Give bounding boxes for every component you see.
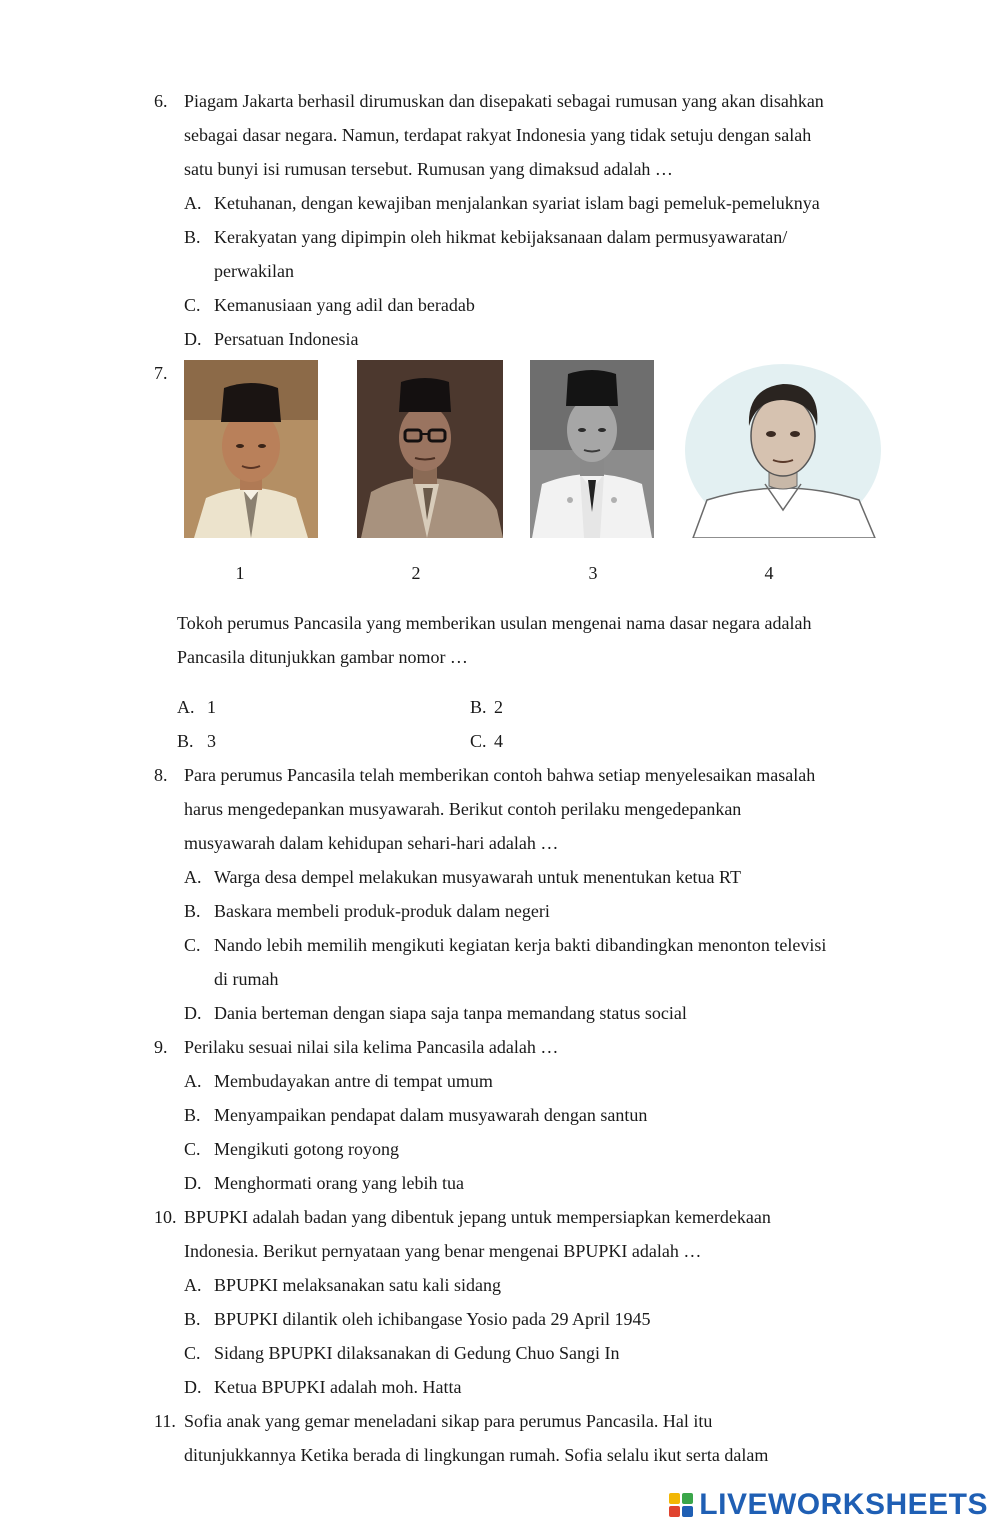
q6-option-d-letter[interactable]: D. (184, 329, 202, 349)
portrait-4-caption: 4 (764, 563, 774, 583)
question-8-stem-line: harus mengedepankan musyawarah. Berikut contoh perilaku mengedepankan (184, 799, 742, 819)
q7-option-d-letter[interactable]: C. (470, 731, 487, 751)
question-11-number: 11. (154, 1411, 176, 1431)
q10-option-b-letter[interactable]: B. (184, 1309, 201, 1329)
q9-option-b-letter[interactable]: B. (184, 1105, 201, 1125)
q7-option-c-letter[interactable]: B. (177, 731, 194, 751)
q6-option-c-letter[interactable]: C. (184, 295, 201, 315)
question-11-stem-line: ditunjukkannya Ketika berada di lingkungan rumah. Sofia selalu ikut serta dalam (184, 1445, 769, 1465)
q9-option-c-letter[interactable]: C. (184, 1139, 201, 1159)
liveworksheets-icon (669, 1493, 693, 1517)
portrait-3-image (530, 360, 654, 538)
question-10-stem-line: Indonesia. Berikut pernyataan yang benar mengenai BPUPKI adalah … (184, 1241, 702, 1261)
q7-option-c-text[interactable]: 3 (207, 731, 216, 751)
question-10-stem-line: BPUPKI adalah badan yang dibentuk jepang untuk mempersiapkan kemerdekaan (184, 1207, 771, 1227)
q8-option-c-letter[interactable]: C. (184, 935, 201, 955)
question-6-number: 6. (154, 91, 168, 111)
q10-option-a-letter[interactable]: A. (184, 1275, 202, 1295)
q9-option-b-text[interactable]: Menyampaikan pendapat dalam musyawarah dengan santun (214, 1105, 648, 1125)
q8-option-d-letter[interactable]: D. (184, 1003, 202, 1023)
q9-option-d-text[interactable]: Menghormati orang yang lebih tua (214, 1173, 464, 1193)
q7-option-d-text[interactable]: 4 (494, 731, 503, 751)
q8-option-a-text[interactable]: Warga desa dempel melakukan musyawarah untuk menentukan ketua RT (214, 867, 741, 887)
q7-option-b-text[interactable]: 2 (494, 697, 503, 717)
question-9-stem-line: Perilaku sesuai nilai sila kelima Pancasila adalah … (184, 1037, 559, 1057)
portrait-1-image (184, 360, 318, 538)
question-8-stem-line: Para perumus Pancasila telah memberikan contoh bahwa setiap menyelesaikan masalah (184, 765, 816, 785)
q10-option-d-letter[interactable]: D. (184, 1377, 202, 1397)
liveworksheets-logo[interactable] (669, 1488, 988, 1522)
q8-option-d-text[interactable]: Dania berteman dengan siapa saja tanpa memandang status social (214, 1003, 687, 1023)
question-10-number: 10. (154, 1207, 177, 1227)
q7-option-a-text[interactable]: 1 (207, 697, 216, 717)
q9-option-d-letter[interactable]: D. (184, 1173, 202, 1193)
q6-option-a-letter[interactable]: A. (184, 193, 202, 213)
portrait-2-image (357, 360, 503, 538)
q7-option-a-letter[interactable]: A. (177, 697, 195, 717)
question-8-number: 8. (154, 765, 168, 785)
portrait-4-image (683, 360, 888, 538)
q8-option-c-text[interactable]: Nando lebih memilih mengikuti kegiatan kerja bakti dibandingkan menonton televisi (214, 935, 827, 955)
q6-option-b-letter[interactable]: B. (184, 227, 201, 247)
q10-option-c-text[interactable]: Sidang BPUPKI dilaksanakan di Gedung Chuo Sangi In (214, 1343, 620, 1363)
q9-option-a-letter[interactable]: A. (184, 1071, 202, 1091)
q10-option-b-text[interactable]: BPUPKI dilantik oleh ichibangase Yosio pada 29 April 1945 (214, 1309, 651, 1329)
q6-option-a-text[interactable]: Ketuhanan, dengan kewajiban menjalankan syariat islam bagi pemeluk-pemeluknya (214, 193, 820, 213)
q10-option-a-text[interactable]: BPUPKI melaksanakan satu kali sidang (214, 1275, 501, 1295)
question-8-stem-line: musyawarah dalam kehidupan sehari-hari adalah … (184, 833, 559, 853)
q8-option-c-text-cont[interactable]: di rumah (214, 969, 279, 989)
q9-option-a-text[interactable]: Membudayakan antre di tempat umum (214, 1071, 493, 1091)
question-6-stem-line: sebagai dasar negara. Namun, terdapat rakyat Indonesia yang tidak setuju dengan salah (184, 125, 812, 145)
q6-option-d-text[interactable]: Persatuan Indonesia (214, 329, 359, 349)
q6-option-c-text[interactable]: Kemanusiaan yang adil dan beradab (214, 295, 475, 315)
q8-option-a-letter[interactable]: A. (184, 867, 202, 887)
q10-option-d-text[interactable]: Ketua BPUPKI adalah moh. Hatta (214, 1377, 462, 1397)
question-6-stem-line: satu bunyi isi rumusan tersebut. Rumusan yang dimaksud adalah … (184, 159, 673, 179)
q8-option-b-letter[interactable]: B. (184, 901, 201, 921)
question-7-number: 7. (154, 363, 168, 383)
portrait-3-caption: 3 (588, 563, 598, 583)
question-6-stem-line: Piagam Jakarta berhasil dirumuskan dan disepakati sebagai rumusan yang akan disahkan (184, 91, 824, 111)
question-7-stem-line: Tokoh perumus Pancasila yang memberikan usulan mengenai nama dasar negara adalah (177, 613, 812, 633)
q9-option-c-text[interactable]: Mengikuti gotong royong (214, 1139, 399, 1159)
portrait-1-caption: 1 (235, 563, 245, 583)
question-11-stem-line: Sofia anak yang gemar meneladani sikap para perumus Pancasila. Hal itu (184, 1411, 713, 1431)
question-7-stem-line: Pancasila ditunjukkan gambar nomor … (177, 647, 468, 667)
q6-option-b-text-cont[interactable]: perwakilan (214, 261, 294, 281)
q6-option-b-text[interactable]: Kerakyatan yang dipimpin oleh hikmat kebijaksanaan dalam permusyawaratan/ (214, 227, 788, 247)
q8-option-b-text[interactable]: Baskara membeli produk-produk dalam negeri (214, 901, 550, 921)
question-9-number: 9. (154, 1037, 168, 1057)
q7-option-b-letter[interactable]: B. (470, 697, 487, 717)
portrait-2-caption: 2 (411, 563, 421, 583)
q10-option-c-letter[interactable]: C. (184, 1343, 201, 1363)
liveworksheets-wordmark: LIVEWORKSHEETS (699, 1488, 988, 1521)
